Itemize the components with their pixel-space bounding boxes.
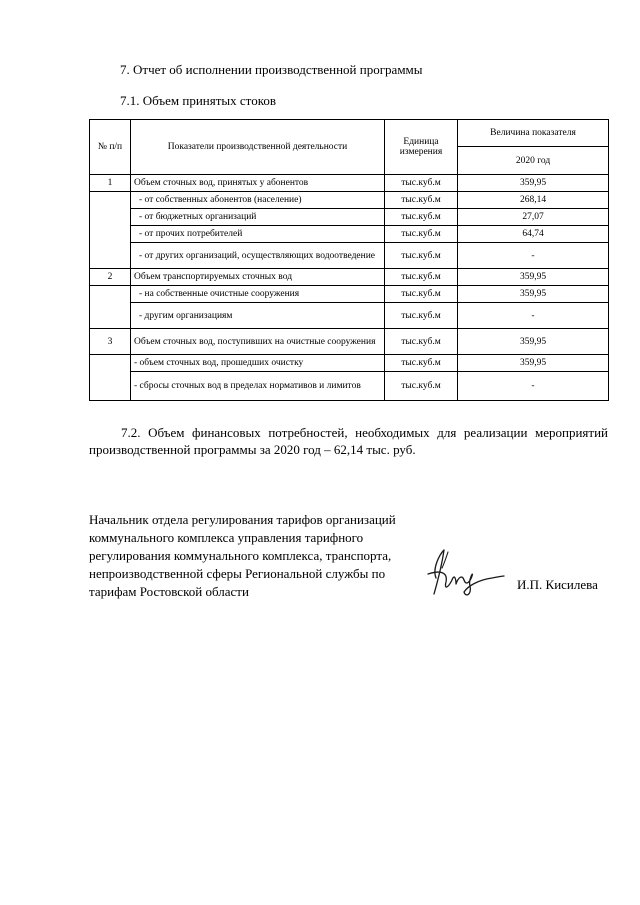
row-num: 3 <box>90 329 131 355</box>
sewage-volume-table <box>89 119 609 401</box>
row-name: Объем транспортируемых сточных вод <box>131 269 385 286</box>
header-num: № п/п <box>90 120 131 175</box>
row-num-merged <box>90 355 131 401</box>
table-row <box>90 269 609 286</box>
row-value: - <box>458 243 609 269</box>
section-7-title: 7. Отчет об исполнении производственной программы <box>120 62 423 77</box>
section-7-1-title: 7.1. Объем принятых стоков <box>120 93 276 108</box>
row-value: - <box>458 303 609 329</box>
row-name: - объем сточных вод, прошедших очистку <box>131 355 385 372</box>
row-value: 359,95 <box>458 175 609 192</box>
table-header-row <box>90 120 609 147</box>
handwritten-signature-icon <box>418 540 508 600</box>
signatory-name: И.П. Кисилева <box>517 577 598 592</box>
table-row <box>90 329 609 355</box>
position-line: непроизводственной сферы Региональной службы по <box>89 566 386 581</box>
position-line: регулирования коммунального комплекса, транспорта, <box>89 548 392 563</box>
table-row <box>90 243 609 269</box>
row-value: 27,07 <box>458 209 609 226</box>
row-unit: тыс.куб.м <box>385 192 458 209</box>
position-line: тарифам Ростовской области <box>89 584 249 599</box>
row-num: 2 <box>90 269 131 286</box>
table-row <box>90 286 609 303</box>
table-row <box>90 226 609 243</box>
row-value: 359,95 <box>458 355 609 372</box>
row-unit: тыс.куб.м <box>385 355 458 372</box>
row-name: - сбросы сточных вод в пределах нормативов и лимитов <box>131 372 385 401</box>
row-value: 64,74 <box>458 226 609 243</box>
row-value: 359,95 <box>458 286 609 303</box>
row-name: - другим организациям <box>131 303 385 329</box>
table-row <box>90 192 609 209</box>
position-line: коммунального комплекса управления тарифного <box>89 530 364 545</box>
header-indicator: Показатели производственной деятельности <box>131 120 385 175</box>
table-row <box>90 372 609 401</box>
row-unit: тыс.куб.м <box>385 243 458 269</box>
table-row <box>90 303 609 329</box>
row-num-merged <box>90 192 131 269</box>
header-year: 2020 год <box>458 147 609 175</box>
table-row <box>90 355 609 372</box>
row-unit: тыс.куб.м <box>385 226 458 243</box>
row-unit: тыс.куб.м <box>385 269 458 286</box>
row-value: 359,95 <box>458 329 609 355</box>
row-value: 359,95 <box>458 269 609 286</box>
row-unit: тыс.куб.м <box>385 372 458 401</box>
table-row <box>90 209 609 226</box>
row-name: - от прочих потребителей <box>131 226 385 243</box>
row-num: 1 <box>90 175 131 192</box>
row-name: - от других организаций, осуществляющих водоотведение <box>131 243 385 269</box>
header-unit: Единица измерения <box>385 120 458 175</box>
row-name: - от собственных абонентов (население) <box>131 192 385 209</box>
row-num-merged <box>90 286 131 329</box>
row-name: - от бюджетных организаций <box>131 209 385 226</box>
row-name: Объем сточных вод, поступивших на очистные сооружения <box>131 329 385 355</box>
signatory-position <box>89 511 419 601</box>
position-line: Начальник отдела регулирования тарифов организаций <box>89 512 396 527</box>
row-unit: тыс.куб.м <box>385 303 458 329</box>
row-unit: тыс.куб.м <box>385 329 458 355</box>
section-7-2-paragraph: 7.2. Объем финансовых потребностей, необходимых для реализации мероприятий производственной программы за 2020 год – 62,14 тыс. руб. <box>89 425 608 457</box>
row-unit: тыс.куб.м <box>385 209 458 226</box>
row-value: - <box>458 372 609 401</box>
row-value: 268,14 <box>458 192 609 209</box>
header-value: Величина показателя <box>458 120 609 147</box>
row-name: Объем сточных вод, принятых у абонентов <box>131 175 385 192</box>
row-unit: тыс.куб.м <box>385 286 458 303</box>
row-name: - на собственные очистные сооружения <box>131 286 385 303</box>
row-unit: тыс.куб.м <box>385 175 458 192</box>
table-row <box>90 175 609 192</box>
